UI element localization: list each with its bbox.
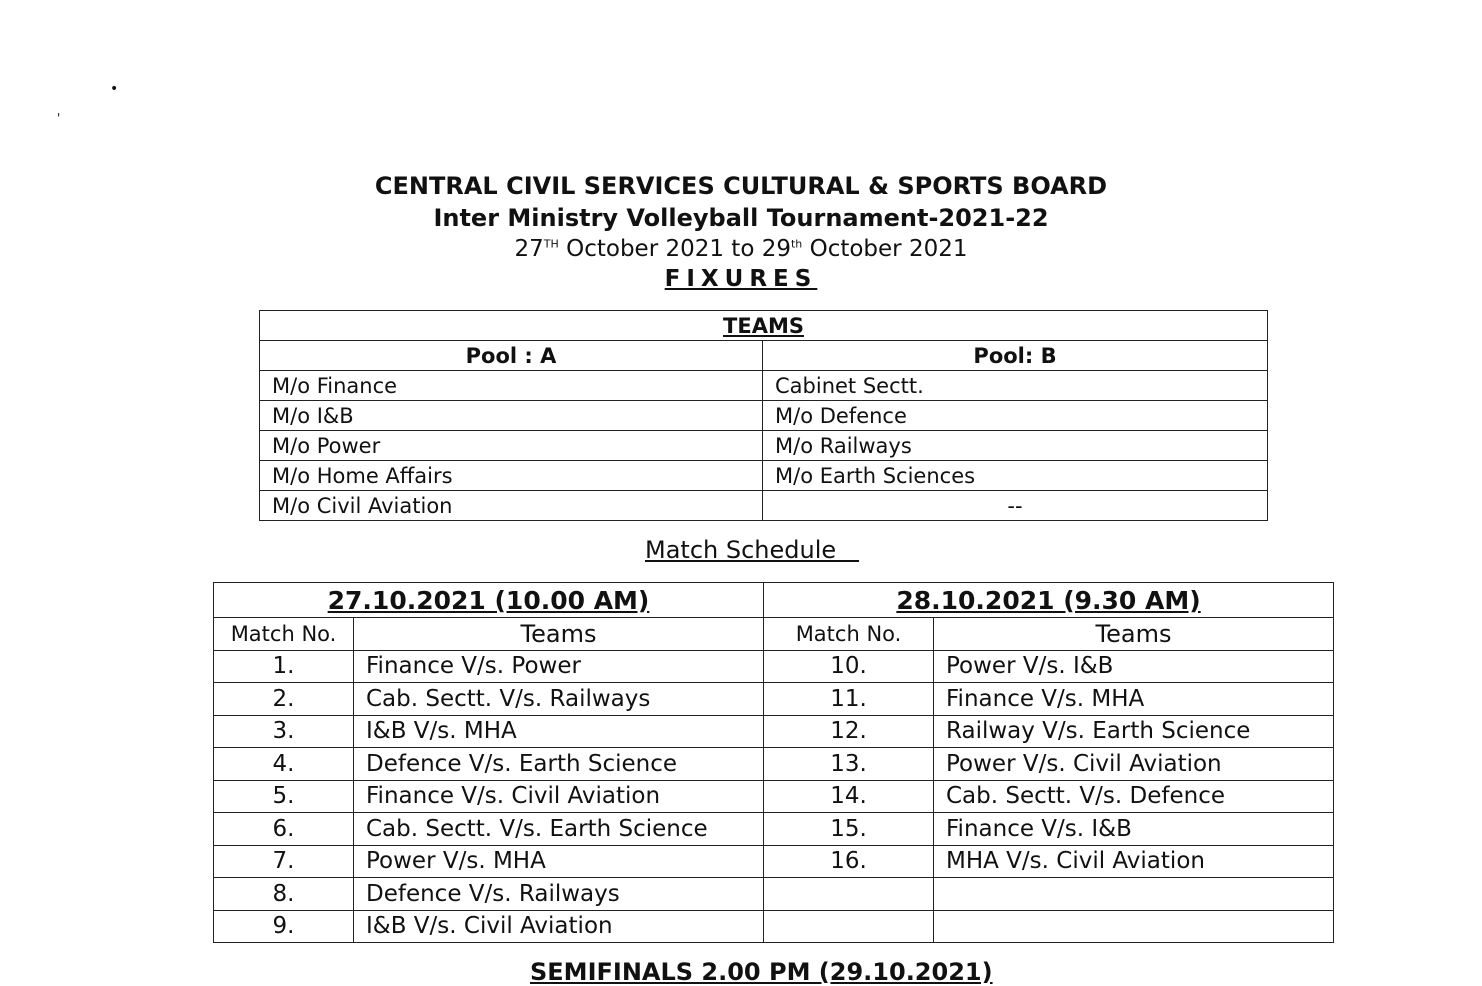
match-no-header: Match No. — [764, 618, 934, 651]
schedule-row — [214, 813, 1334, 846]
pool-b-header: Pool: B — [763, 341, 1268, 371]
match-teams: Cab. Sectt. V/s. Railways — [354, 683, 764, 716]
semifinals-heading: SEMIFINALS 2.00 PM (29.10.2021) — [530, 958, 993, 986]
match-teams: Railway V/s. Earth Science — [934, 715, 1334, 748]
teams-table-title: TEAMS — [260, 311, 1268, 341]
teams-row — [260, 431, 1268, 461]
teams-header: Teams — [934, 618, 1334, 651]
dates-middle: October 2021 to 29 — [558, 236, 791, 262]
match-teams — [934, 878, 1334, 911]
start-day: 27 — [514, 236, 544, 262]
teams-row — [260, 461, 1268, 491]
scan-speck: • — [110, 81, 119, 97]
pool-a-team: M/o Finance — [260, 371, 763, 401]
match-number: 3. — [214, 715, 354, 748]
pool-b-team: M/o Defence — [763, 401, 1268, 431]
pool-a-team: M/o Home Affairs — [260, 461, 763, 491]
match-teams: Defence V/s. Earth Science — [354, 748, 764, 781]
teams-row — [260, 491, 1268, 521]
match-number: 14. — [764, 780, 934, 813]
org-title: CENTRAL CIVIL SERVICES CULTURAL & SPORTS BOARD — [374, 172, 1108, 200]
schedule-row — [214, 780, 1334, 813]
match-no-header: Match No. — [214, 618, 354, 651]
match-teams: Power V/s. MHA — [354, 845, 764, 878]
match-teams: MHA V/s. Civil Aviation — [934, 845, 1334, 878]
scan-speck: ' — [57, 111, 61, 125]
schedule-row — [214, 910, 1334, 943]
day1-header: 27.10.2021 (10.00 AM) — [214, 583, 764, 618]
pool-a-team: M/o Civil Aviation — [260, 491, 763, 521]
day2-header: 28.10.2021 (9.30 AM) — [764, 583, 1334, 618]
event-dates — [0, 236, 1482, 262]
match-number: 13. — [764, 748, 934, 781]
pool-b-team: Cabinet Sectt. — [763, 371, 1268, 401]
match-number — [764, 910, 934, 943]
match-number: 5. — [214, 780, 354, 813]
match-number: 11. — [764, 683, 934, 716]
fixtures-heading: FIXURES — [664, 266, 818, 292]
schedule-row — [214, 683, 1334, 716]
pool-b-team: -- — [763, 491, 1268, 521]
pool-b-team: M/o Earth Sciences — [763, 461, 1268, 491]
match-number: 15. — [764, 813, 934, 846]
start-day-suffix: TH — [543, 237, 559, 251]
match-number: 1. — [214, 650, 354, 683]
match-number: 2. — [214, 683, 354, 716]
match-teams: Cab. Sectt. V/s. Earth Science — [354, 813, 764, 846]
match-number: 9. — [214, 910, 354, 943]
match-teams: I&B V/s. MHA — [354, 715, 764, 748]
pool-a-header: Pool : A — [260, 341, 763, 371]
match-teams: Finance V/s. Civil Aviation — [354, 780, 764, 813]
schedule-row — [214, 878, 1334, 911]
match-schedule-title: Match Schedule — [645, 536, 860, 564]
match-number: 10. — [764, 650, 934, 683]
match-teams: I&B V/s. Civil Aviation — [354, 910, 764, 943]
pool-a-team: M/o I&B — [260, 401, 763, 431]
match-number: 6. — [214, 813, 354, 846]
teams-header: Teams — [354, 618, 764, 651]
match-number: 12. — [764, 715, 934, 748]
match-number — [764, 878, 934, 911]
match-teams: Cab. Sectt. V/s. Defence — [934, 780, 1334, 813]
match-teams: Finance V/s. MHA — [934, 683, 1334, 716]
match-teams: Power V/s. Civil Aviation — [934, 748, 1334, 781]
match-number: 8. — [214, 878, 354, 911]
schedule-row — [214, 748, 1334, 781]
schedule-row — [214, 715, 1334, 748]
schedule-row — [214, 650, 1334, 683]
teams-row — [260, 371, 1268, 401]
match-teams: Defence V/s. Railways — [354, 878, 764, 911]
dates-end: October 2021 — [802, 236, 968, 262]
event-title: Inter Ministry Volleyball Tournament-2021-22 — [433, 204, 1049, 232]
match-teams — [934, 910, 1334, 943]
match-teams: Finance V/s. Power — [354, 650, 764, 683]
match-number: 4. — [214, 748, 354, 781]
end-day-suffix: th — [790, 237, 803, 251]
teams-row — [260, 401, 1268, 431]
match-teams: Finance V/s. I&B — [934, 813, 1334, 846]
match-number: 7. — [214, 845, 354, 878]
match-teams: Power V/s. I&B — [934, 650, 1334, 683]
match-number: 16. — [764, 845, 934, 878]
pool-b-team: M/o Railways — [763, 431, 1268, 461]
pool-a-team: M/o Power — [260, 431, 763, 461]
teams-table — [259, 310, 1268, 521]
match-schedule-table — [213, 582, 1334, 943]
schedule-row — [214, 845, 1334, 878]
